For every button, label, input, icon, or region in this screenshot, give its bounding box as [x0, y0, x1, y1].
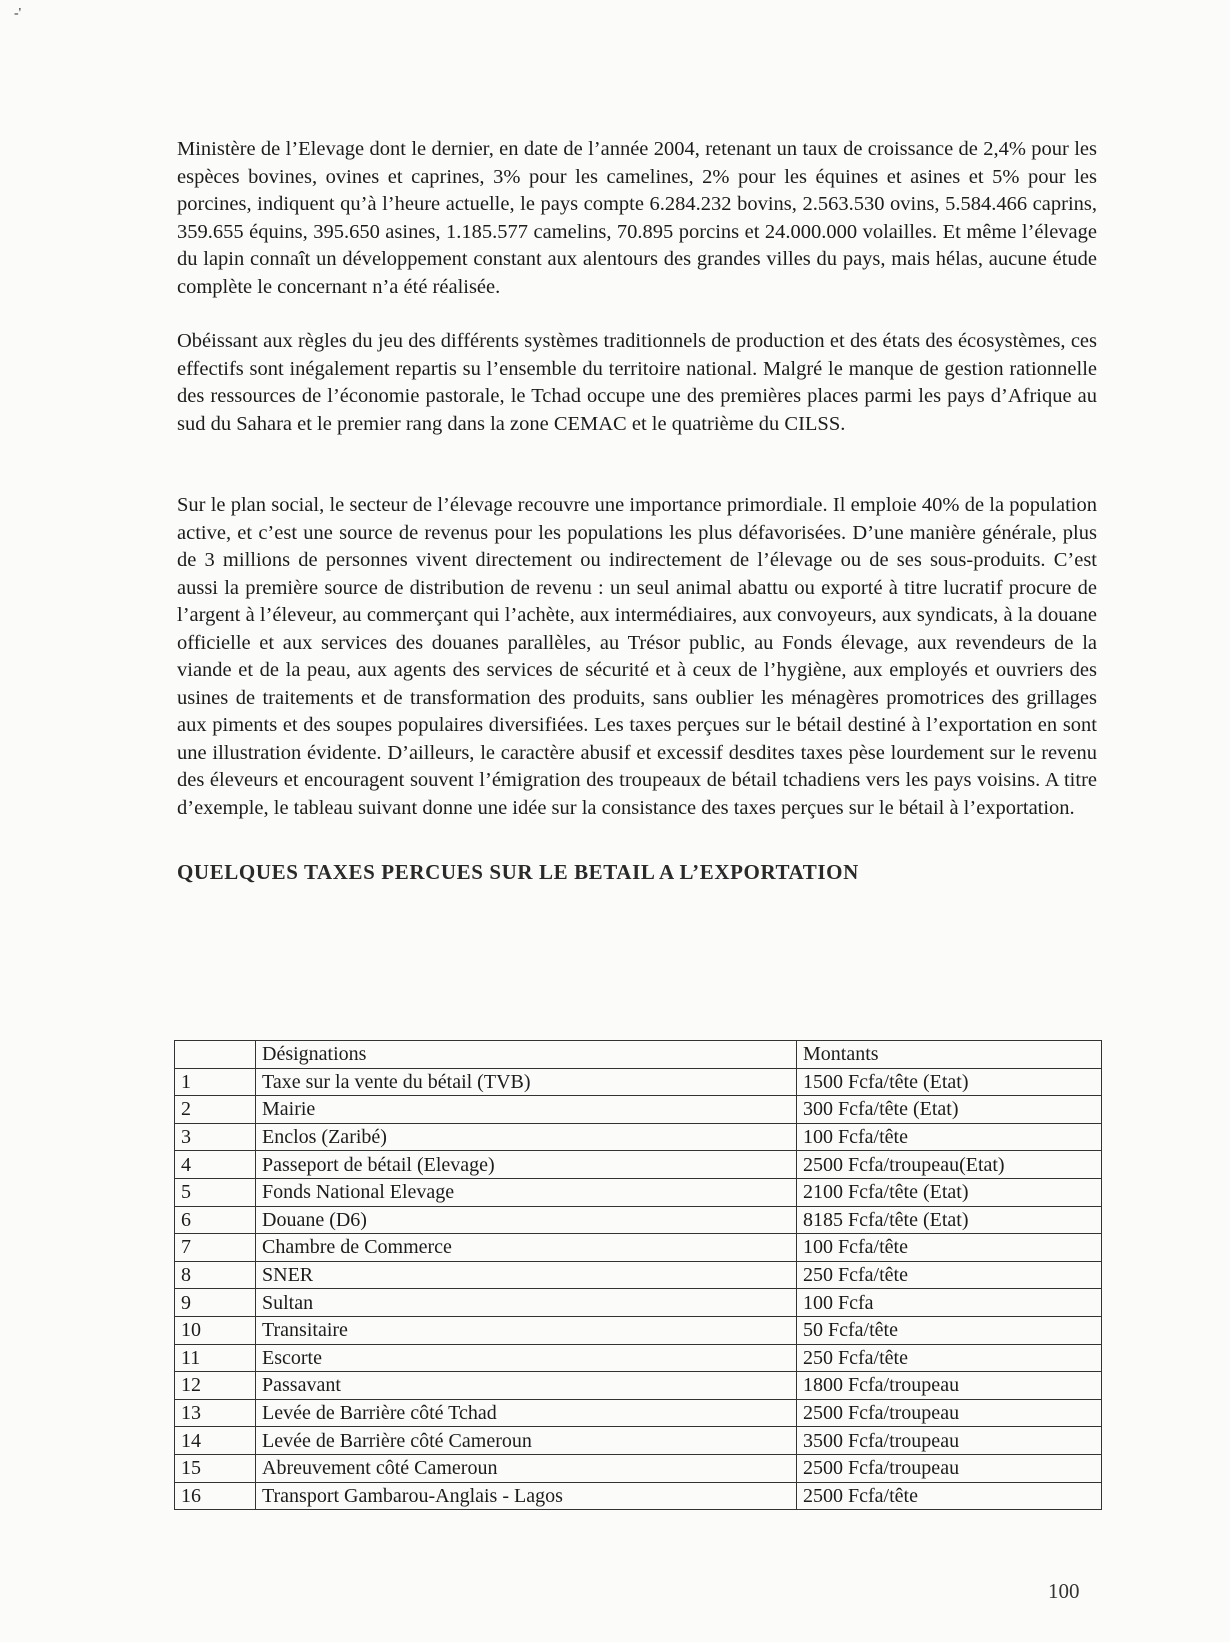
row-number-cell: 13 — [175, 1399, 256, 1427]
row-number-cell: 3 — [175, 1123, 256, 1151]
row-number-cell: 1 — [175, 1068, 256, 1096]
designation-cell: Passeport de bétail (Elevage) — [256, 1151, 797, 1179]
designation-cell: Chambre de Commerce — [256, 1234, 797, 1262]
designation-cell: Taxe sur la vente du bétail (TVB) — [256, 1068, 797, 1096]
designation-cell: Transitaire — [256, 1316, 797, 1344]
amount-cell: 2500 Fcfa/troupeau — [797, 1399, 1102, 1427]
amount-cell: 1800 Fcfa/troupeau — [797, 1372, 1102, 1400]
designation-cell: Sultan — [256, 1289, 797, 1317]
table-header-row — [175, 1041, 1102, 1069]
row-number-cell: 14 — [175, 1427, 256, 1455]
amount-cell: 300 Fcfa/tête (Etat) — [797, 1096, 1102, 1124]
paragraph-social-importance: Sur le plan social, le secteur de l’élevage recouvre une importance primordiale. Il emploie 40% de la population active, et c’est une source de revenus pour les populations les plus défavorisées. D’une manière générale, plus de 3 millions de personnes vivent directement ou indirectement de l’élevage ou de ses sous-produits. C’est aussi la première source de distribution de revenu : un seul animal abattu ou exporté à titre lucratif procure de l’argent à l’éleveur, au commerçant qui l’achète, aux intermédiaires, aux convoyeurs, aux syndicats, à la douane officielle et aux services des douanes parallèles, au Trésor public, au Fonds élevage, aux revendeurs de la viande et de la peau, aux agents des services de sécurité et à ceux de l’hygiène, aux employés et ouvriers des usines de traitements et de transformation des produits, sans oublier les ménagères promotrices des grillages aux piments et des soupes populaires diversifiées. Les taxes perçues sur le bétail destiné à l’exportation en sont une illustration évidente. D’ailleurs, le caractère abusif et excessif desdites taxes pèse lourdement sur le revenu des éleveurs et encouragent souvent l’émigration des troupeaux de bétail tchadiens vers les pays voisins. A titre d’exemple, le tableau suivant donne une idée sur la consistance des taxes perçues sur le bétail à l’exportation. — [177, 494, 1097, 819]
row-number-cell: 10 — [175, 1316, 256, 1344]
row-number-cell: 7 — [175, 1234, 256, 1262]
designation-cell: Escorte — [256, 1344, 797, 1372]
designation-cell: Douane (D6) — [256, 1206, 797, 1234]
row-number-cell: 6 — [175, 1206, 256, 1234]
document-body — [177, 136, 1097, 885]
designation-cell: SNER — [256, 1261, 797, 1289]
table-row — [175, 1316, 1102, 1344]
paragraph-livestock-census: Ministère de l’Elevage dont le dernier, en date de l’année 2004, retenant un taux de croissance de 2,4% pour les espèces bovines, ovines et caprines, 3% pour les camelines, 2% pour les équines et asines et 5% pour les porcines, indiquent qu’à l’heure actuelle, le pays compte 6.284.232 bovins, 2.563.530 ovins, 5.584.466 caprins, 359.655 équins, 395.650 asines, 1.185.577 camelins, 70.895 porcins et 24.000.000 volailles. Et même l’élevage du lapin connaît un développement constant aux alentours des grandes villes du pays, mais hélas, aucune étude complète le concernant n’a été réalisée. — [177, 138, 1097, 298]
designation-cell: Mairie — [256, 1096, 797, 1124]
designation-cell: Fonds National Elevage — [256, 1178, 797, 1206]
page-number: 100 — [1048, 1579, 1080, 1603]
amount-cell: 2100 Fcfa/tête (Etat) — [797, 1178, 1102, 1206]
designation-cell: Abreuvement côté Cameroun — [256, 1454, 797, 1482]
row-number-cell: 12 — [175, 1372, 256, 1400]
table-row — [175, 1096, 1102, 1124]
designation-cell: Transport Gambarou-Anglais - Lagos — [256, 1482, 797, 1510]
designation-cell: Enclos (Zaribé) — [256, 1123, 797, 1151]
row-number-cell: 4 — [175, 1151, 256, 1179]
amount-cell: 100 Fcfa — [797, 1289, 1102, 1317]
designation-cell: Levée de Barrière côté Tchad — [256, 1399, 797, 1427]
header-cell-amounts: Montants — [797, 1041, 1102, 1069]
table-row — [175, 1206, 1102, 1234]
export-taxes-table — [174, 1040, 1102, 1510]
table-row — [175, 1372, 1102, 1400]
table-row — [175, 1344, 1102, 1372]
amount-cell: 2500 Fcfa/troupeau(Etat) — [797, 1151, 1102, 1179]
amount-cell: 250 Fcfa/tête — [797, 1261, 1102, 1289]
row-number-cell: 11 — [175, 1344, 256, 1372]
table-row — [175, 1482, 1102, 1510]
table-row — [175, 1068, 1102, 1096]
amount-cell: 50 Fcfa/tête — [797, 1316, 1102, 1344]
amount-cell: 2500 Fcfa/tête — [797, 1482, 1102, 1510]
designation-cell: Levée de Barrière côté Cameroun — [256, 1427, 797, 1455]
table-row — [175, 1123, 1102, 1151]
table-row — [175, 1261, 1102, 1289]
table-row — [175, 1399, 1102, 1427]
row-number-cell: 15 — [175, 1454, 256, 1482]
row-number-cell: 16 — [175, 1482, 256, 1510]
row-number-cell: 9 — [175, 1289, 256, 1317]
table-row — [175, 1289, 1102, 1317]
amount-cell: 100 Fcfa/tête — [797, 1123, 1102, 1151]
header-cell-designations: Désignations — [256, 1041, 797, 1069]
section-title: QUELQUES TAXES PERCUES SUR LE BETAIL A L’EXPORTATION — [177, 860, 859, 884]
row-number-cell: 5 — [175, 1178, 256, 1206]
amount-cell: 1500 Fcfa/tête (Etat) — [797, 1068, 1102, 1096]
amount-cell: 8185 Fcfa/tête (Etat) — [797, 1206, 1102, 1234]
row-number-cell: 2 — [175, 1096, 256, 1124]
row-number-cell: 8 — [175, 1261, 256, 1289]
paragraph-distribution: Obéissant aux règles du jeu des différents systèmes traditionnels de production et des états des écosystèmes, ces effectifs sont inégalement repartis su l’ensemble du territoire national. Malgré le manque de gestion rationnelle des ressources de l’économie pastorale, le Tchad occupe une des premières places parmi les pays d’Afrique au sud du Sahara et le premier rang dans la zone CEMAC et le quatrième du CILSS. — [177, 330, 1097, 435]
amount-cell: 2500 Fcfa/troupeau — [797, 1454, 1102, 1482]
header-cell-number — [175, 1041, 256, 1069]
amount-cell: 100 Fcfa/tête — [797, 1234, 1102, 1262]
table-row — [175, 1178, 1102, 1206]
scan-corner-mark: -' — [14, 6, 22, 21]
amount-cell: 250 Fcfa/tête — [797, 1344, 1102, 1372]
designation-cell: Passavant — [256, 1372, 797, 1400]
table-row — [175, 1234, 1102, 1262]
table-row — [175, 1151, 1102, 1179]
table-row — [175, 1427, 1102, 1455]
table-row — [175, 1454, 1102, 1482]
amount-cell: 3500 Fcfa/troupeau — [797, 1427, 1102, 1455]
